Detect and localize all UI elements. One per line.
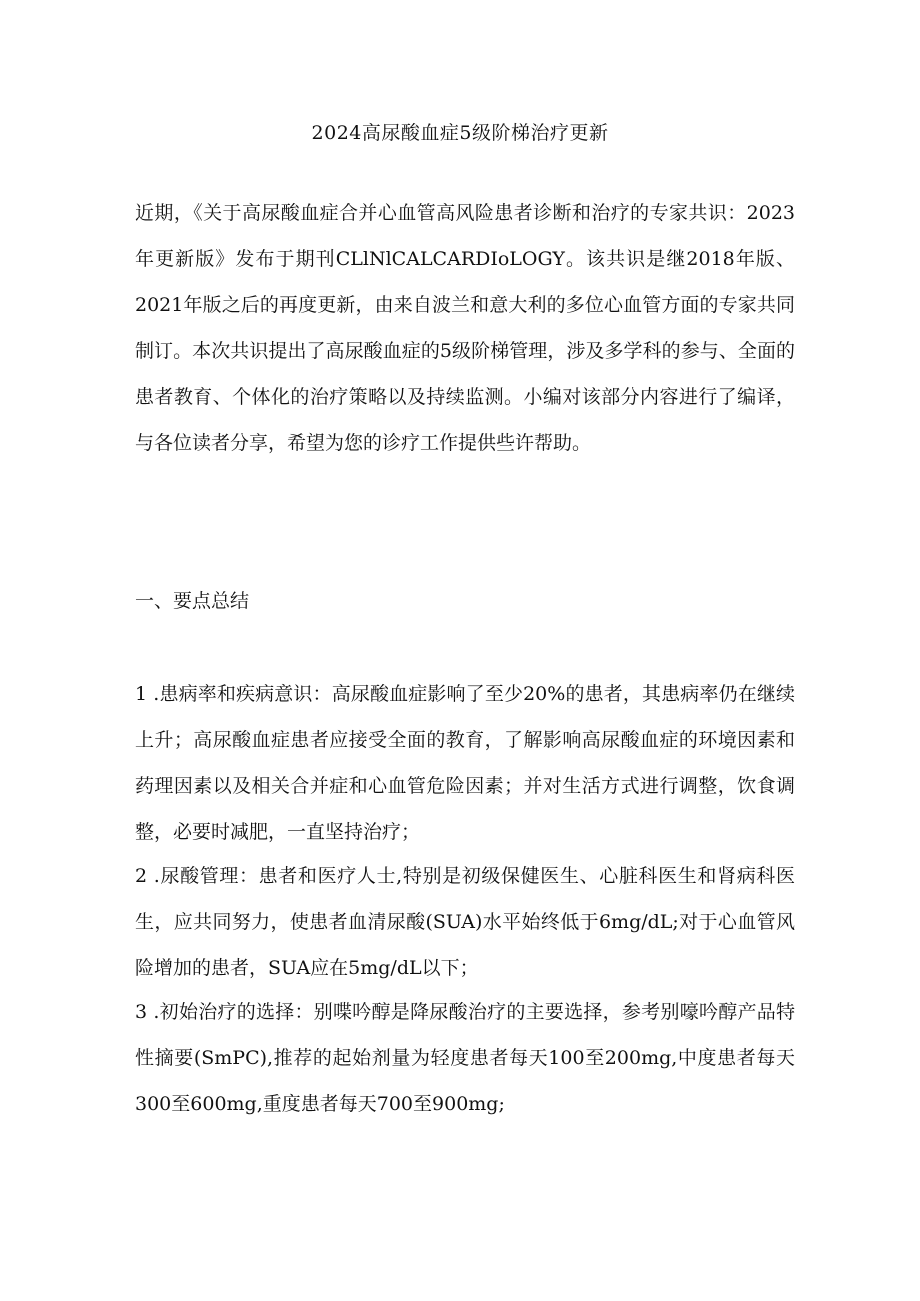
section-heading: 一、要点总结 <box>135 590 250 612</box>
intro-paragraph: 近期，《关于高尿酸血症合并心血管高风险患者诊断和治疗的专家共识：2023年更新版》发布于期刊CLlNlCALCARDIoLOGY。该共识是继2018年版、2021年版之后的再度更新，由来自波兰和意大利的多位心血管方面的专家共同制订。本次共识提出了高尿酸血症的5级阶梯管理，涉及多学科的参与、全面的患者教育、个体化的治疗策略以及持续监测。小编对该部分内容进行了编译，与各位读者分享，希望为您的诊疗工作提供些许帮助。 <box>135 202 795 454</box>
list-item-1: 1 .患病率和疾病意识：高尿酸血症影响了至少20%的患者，其患病率仍在继续上升；高尿酸血症患者应接受全面的教育，了解影响高尿酸血症的环境因素和药理因素以及相关合并症和心血管危险因素；并对生活方式进行调整，饮食调整，必要时减肥，一直坚持治疗； <box>135 683 795 843</box>
list-item-3: 3 .初始治疗的选择：别喋吟醇是降尿酸治疗的主要选择，参考别嚎吟醇产品特性摘要(SmPC),推荐的起始剂量为轻度患者每天100至200mg,中度患者每天300至600mg,重度患者每天700至900mg; <box>135 1001 795 1115</box>
list-item-2: 2 .尿酸管理：患者和医疗人士,特别是初级保健医生、心脏科医生和肾病科医生，应共同努力，使患者血清尿酸(SUA)水平始终低于6mg∕dL;对于心血管风险增加的患者，SUA应在5mg∕dL以下； <box>135 865 795 979</box>
document-title: 2024高尿酸血症5级阶梯治疗更新 <box>311 122 609 144</box>
